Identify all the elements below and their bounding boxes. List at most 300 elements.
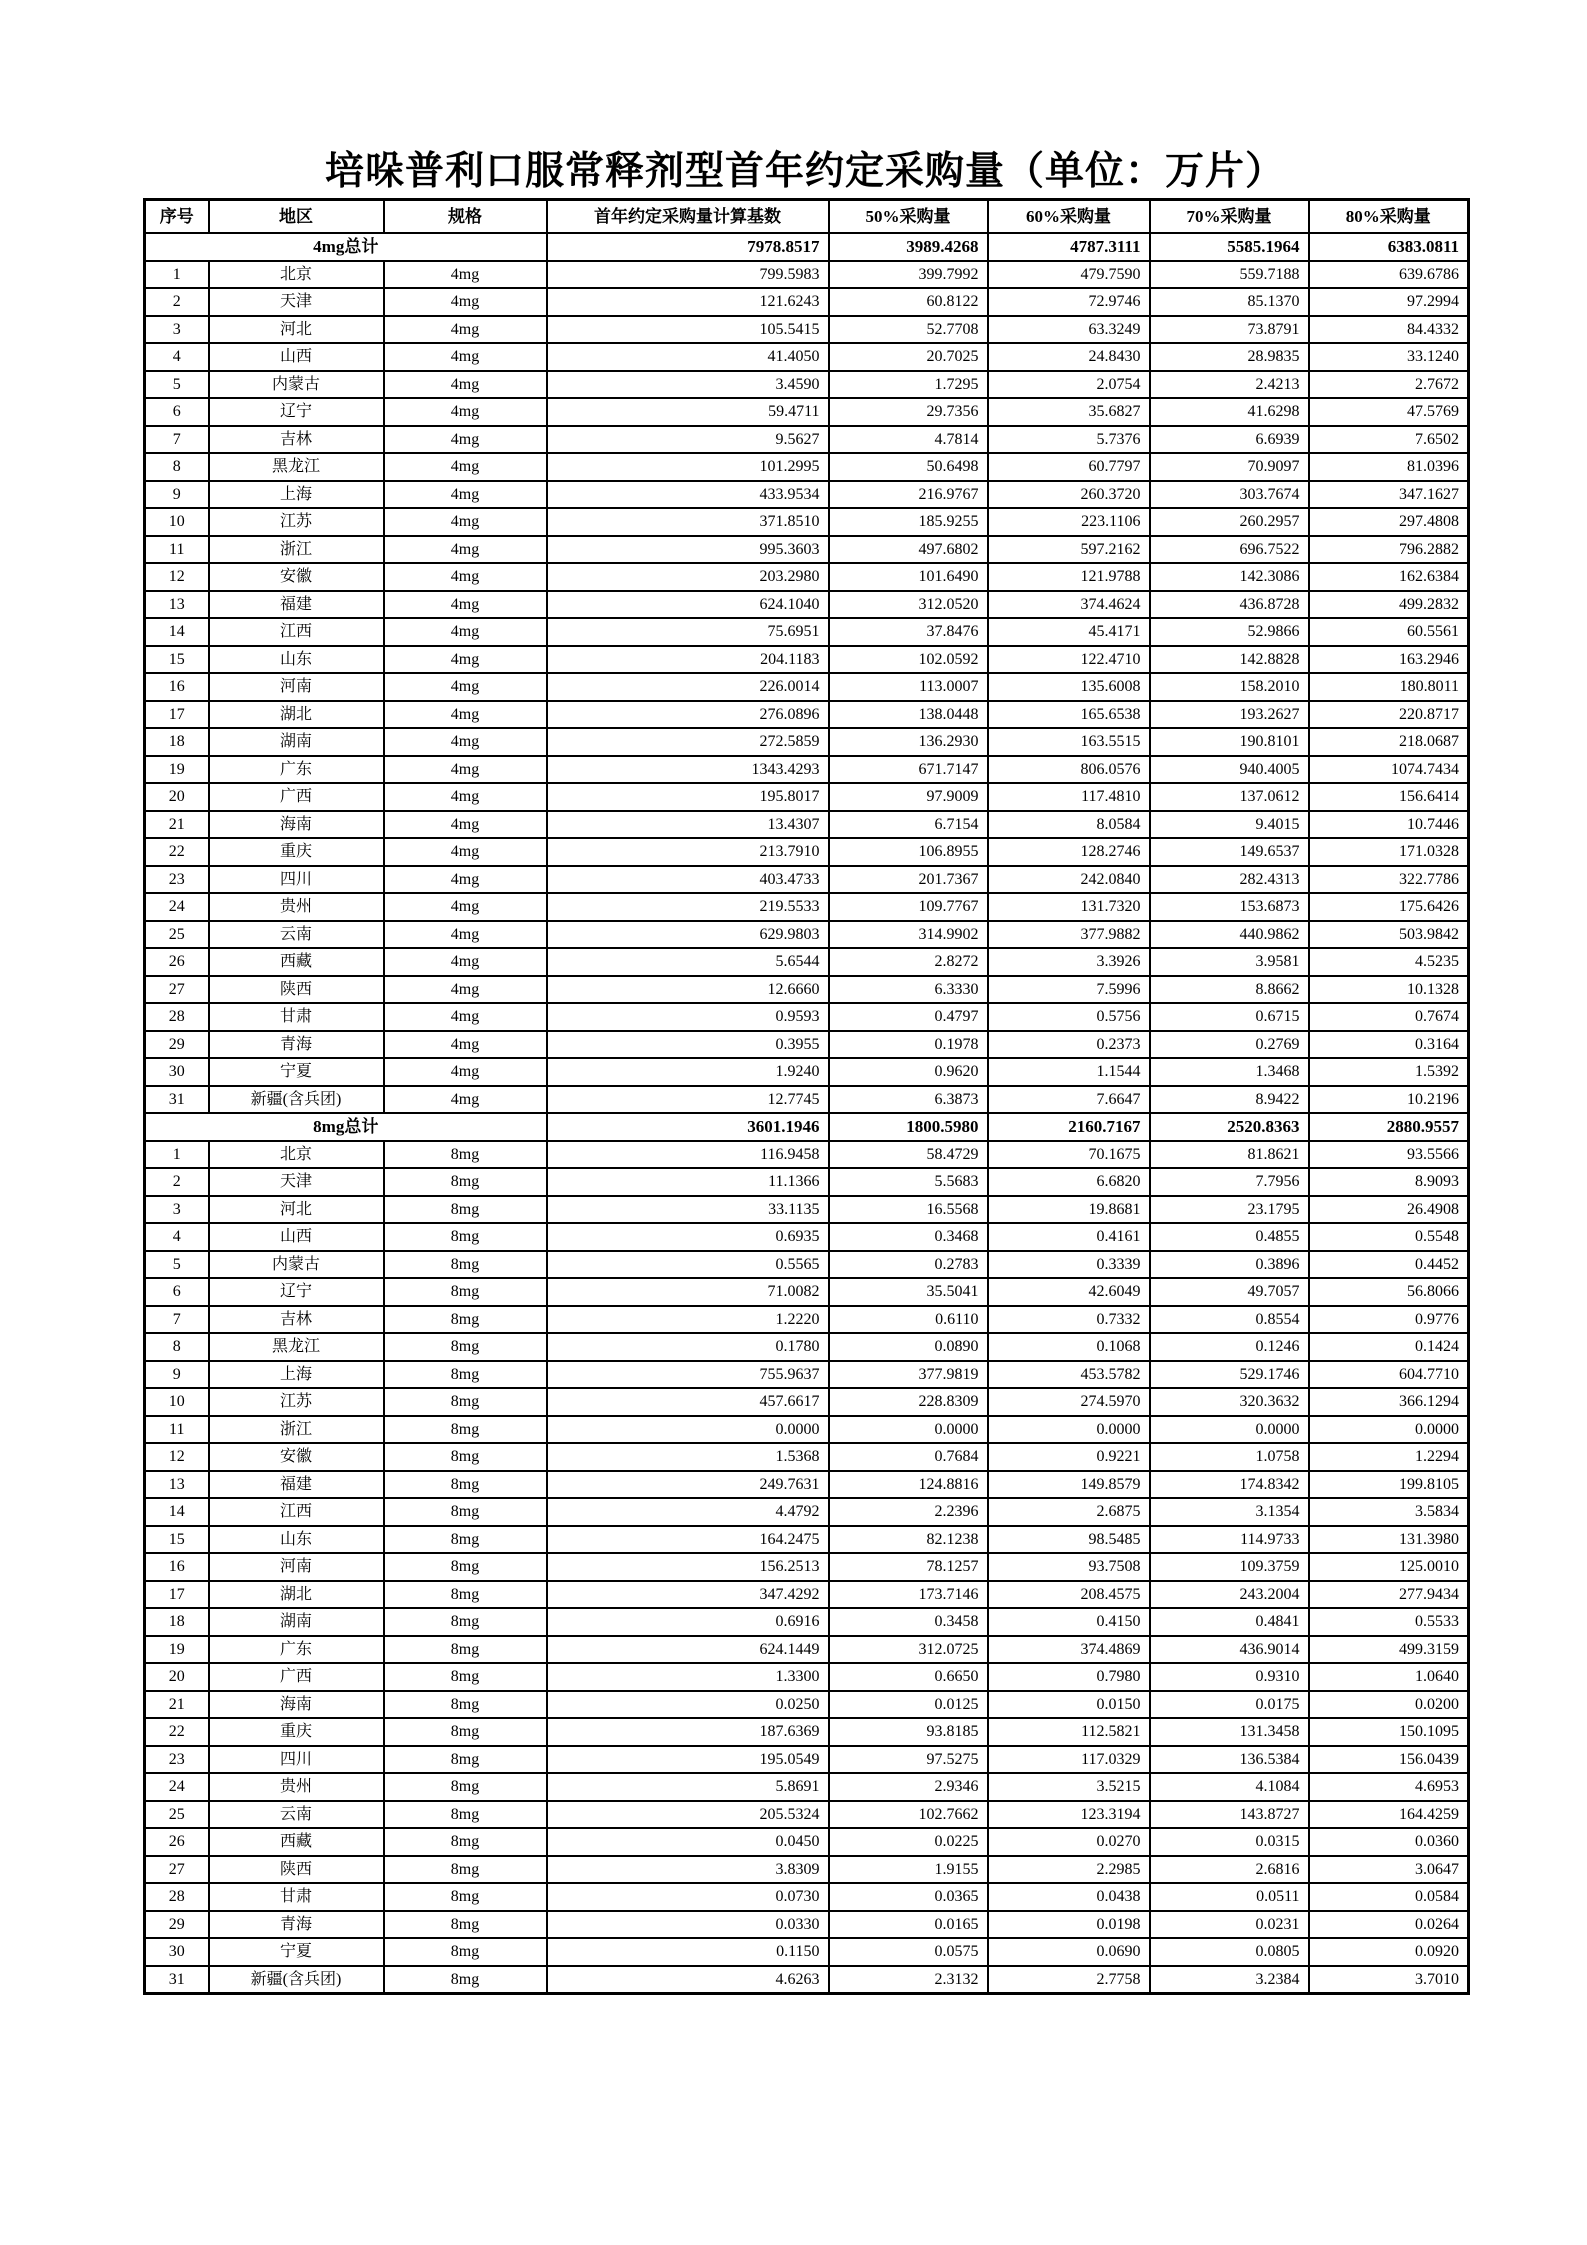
region-cell: 青海: [209, 1031, 384, 1059]
pct50-cell: 0.6650: [829, 1663, 988, 1691]
pct70-cell: 0.4855: [1150, 1223, 1309, 1251]
pct60-cell: 63.3249: [988, 316, 1150, 344]
region-cell: 江苏: [209, 1388, 384, 1416]
row-number-cell: 14: [145, 1498, 209, 1526]
pct60-cell: 0.2373: [988, 1031, 1150, 1059]
pct60-cell: 19.8681: [988, 1196, 1150, 1224]
table-row: [145, 1306, 1469, 1334]
spec-cell: 8mg: [384, 1636, 547, 1664]
pct60-cell: 0.0150: [988, 1691, 1150, 1719]
pct80-cell: 0.3164: [1309, 1031, 1469, 1059]
pct60-cell: 42.6049: [988, 1278, 1150, 1306]
pct50-cell: 201.7367: [829, 866, 988, 894]
region-cell: 黑龙江: [209, 453, 384, 481]
base-quantity-cell: 121.6243: [547, 288, 829, 316]
pct60-cell: 135.6008: [988, 673, 1150, 701]
spec-cell: 8mg: [384, 1746, 547, 1774]
pct80-cell: 0.5548: [1309, 1223, 1469, 1251]
table-row: [145, 921, 1469, 949]
pct50-cell: 52.7708: [829, 316, 988, 344]
row-number-cell: 20: [145, 783, 209, 811]
pct50-cell: 6.7154: [829, 811, 988, 839]
spec-cell: 8mg: [384, 1966, 547, 1994]
table-row: [145, 1526, 1469, 1554]
pct50-cell: 0.1978: [829, 1031, 988, 1059]
section-total-row: [145, 1113, 1469, 1141]
section-total-value: 3989.4268: [829, 233, 988, 261]
row-number-cell: 30: [145, 1058, 209, 1086]
pct80-cell: 4.6953: [1309, 1773, 1469, 1801]
row-number-cell: 12: [145, 1443, 209, 1471]
row-number-cell: 16: [145, 1553, 209, 1581]
table-row: [145, 343, 1469, 371]
pct50-cell: 35.5041: [829, 1278, 988, 1306]
pct50-cell: 0.0000: [829, 1416, 988, 1444]
pct60-cell: 223.1106: [988, 508, 1150, 536]
spec-cell: 8mg: [384, 1471, 547, 1499]
spec-cell: 4mg: [384, 371, 547, 399]
pct80-cell: 639.6786: [1309, 261, 1469, 289]
pct60-cell: 112.5821: [988, 1718, 1150, 1746]
spec-cell: 4mg: [384, 563, 547, 591]
pct60-cell: 3.5215: [988, 1773, 1150, 1801]
pct80-cell: 366.1294: [1309, 1388, 1469, 1416]
pct60-cell: 0.0000: [988, 1416, 1150, 1444]
spec-cell: 8mg: [384, 1278, 547, 1306]
row-number-cell: 19: [145, 756, 209, 784]
base-quantity-cell: 226.0014: [547, 673, 829, 701]
pct50-cell: 2.8272: [829, 948, 988, 976]
table-row: [145, 398, 1469, 426]
row-number-cell: 25: [145, 1801, 209, 1829]
table-row: [145, 1746, 1469, 1774]
section-total-value: 4787.3111: [988, 233, 1150, 261]
section-total-value: 3601.1946: [547, 1113, 829, 1141]
pct60-cell: 131.7320: [988, 893, 1150, 921]
base-quantity-cell: 755.9637: [547, 1361, 829, 1389]
section-total-row: [145, 233, 1469, 261]
pct60-cell: 0.9221: [988, 1443, 1150, 1471]
pct80-cell: 218.0687: [1309, 728, 1469, 756]
pct80-cell: 97.2994: [1309, 288, 1469, 316]
pct70-cell: 282.4313: [1150, 866, 1309, 894]
row-number-cell: 20: [145, 1663, 209, 1691]
row-number-cell: 4: [145, 1223, 209, 1251]
row-number-cell: 6: [145, 398, 209, 426]
pct50-cell: 399.7992: [829, 261, 988, 289]
region-cell: 重庆: [209, 838, 384, 866]
spec-cell: 4mg: [384, 591, 547, 619]
region-cell: 宁夏: [209, 1938, 384, 1966]
pct50-cell: 1.7295: [829, 371, 988, 399]
pct80-cell: 796.2882: [1309, 536, 1469, 564]
row-number-cell: 3: [145, 316, 209, 344]
base-quantity-cell: 1.3300: [547, 1663, 829, 1691]
base-quantity-cell: 0.1780: [547, 1333, 829, 1361]
pct80-cell: 3.7010: [1309, 1966, 1469, 1994]
pct60-cell: 260.3720: [988, 481, 1150, 509]
table-row: [145, 426, 1469, 454]
pct80-cell: 297.4808: [1309, 508, 1469, 536]
spec-cell: 8mg: [384, 1911, 547, 1939]
table-row: [145, 1773, 1469, 1801]
pct60-cell: 7.6647: [988, 1086, 1150, 1114]
base-quantity-cell: 195.8017: [547, 783, 829, 811]
table-row: [145, 811, 1469, 839]
table-row: [145, 508, 1469, 536]
pct80-cell: 604.7710: [1309, 1361, 1469, 1389]
table-row: [145, 1938, 1469, 1966]
pct80-cell: 1.5392: [1309, 1058, 1469, 1086]
table-row: [145, 1471, 1469, 1499]
table-row: [145, 701, 1469, 729]
table-row: [145, 1058, 1469, 1086]
pct50-cell: 136.2930: [829, 728, 988, 756]
column-header-4: 首年约定采购量计算基数: [547, 200, 829, 234]
table-row: [145, 1251, 1469, 1279]
pct70-cell: 0.0175: [1150, 1691, 1309, 1719]
pct70-cell: 2.4213: [1150, 371, 1309, 399]
base-quantity-cell: 5.8691: [547, 1773, 829, 1801]
column-header-2: 地区: [209, 200, 384, 234]
spec-cell: 8mg: [384, 1416, 547, 1444]
pct70-cell: 440.9862: [1150, 921, 1309, 949]
region-cell: 贵州: [209, 893, 384, 921]
row-number-cell: 15: [145, 646, 209, 674]
region-cell: 福建: [209, 591, 384, 619]
table-row: [145, 453, 1469, 481]
pct80-cell: 0.9776: [1309, 1306, 1469, 1334]
row-number-cell: 9: [145, 481, 209, 509]
pct60-cell: 121.9788: [988, 563, 1150, 591]
pct60-cell: 0.0198: [988, 1911, 1150, 1939]
pct60-cell: 274.5970: [988, 1388, 1150, 1416]
region-cell: 湖北: [209, 1581, 384, 1609]
base-quantity-cell: 4.4792: [547, 1498, 829, 1526]
pct80-cell: 199.8105: [1309, 1471, 1469, 1499]
pct50-cell: 60.8122: [829, 288, 988, 316]
spec-cell: 8mg: [384, 1141, 547, 1169]
pct60-cell: 0.3339: [988, 1251, 1150, 1279]
section-total-label: 8mg总计: [145, 1113, 547, 1141]
pct70-cell: 153.6873: [1150, 893, 1309, 921]
pct70-cell: 49.7057: [1150, 1278, 1309, 1306]
pct70-cell: 0.0511: [1150, 1883, 1309, 1911]
pct60-cell: 0.7332: [988, 1306, 1150, 1334]
base-quantity-cell: 0.6916: [547, 1608, 829, 1636]
spec-cell: 4mg: [384, 426, 547, 454]
pct50-cell: 1.9155: [829, 1856, 988, 1884]
pct50-cell: 0.4797: [829, 1003, 988, 1031]
region-cell: 湖南: [209, 728, 384, 756]
pct80-cell: 499.3159: [1309, 1636, 1469, 1664]
spec-cell: 4mg: [384, 811, 547, 839]
pct50-cell: 185.9255: [829, 508, 988, 536]
pct60-cell: 2.7758: [988, 1966, 1150, 1994]
pct80-cell: 56.8066: [1309, 1278, 1469, 1306]
row-number-cell: 7: [145, 1306, 209, 1334]
region-cell: 西藏: [209, 948, 384, 976]
region-cell: 陕西: [209, 976, 384, 1004]
pct70-cell: 85.1370: [1150, 288, 1309, 316]
region-cell: 湖北: [209, 701, 384, 729]
table-row: [145, 1333, 1469, 1361]
pct80-cell: 0.5533: [1309, 1608, 1469, 1636]
pct70-cell: 0.2769: [1150, 1031, 1309, 1059]
row-number-cell: 26: [145, 1828, 209, 1856]
row-number-cell: 27: [145, 1856, 209, 1884]
pct50-cell: 0.7684: [829, 1443, 988, 1471]
base-quantity-cell: 9.5627: [547, 426, 829, 454]
region-cell: 云南: [209, 1801, 384, 1829]
spec-cell: 4mg: [384, 783, 547, 811]
spec-cell: 4mg: [384, 728, 547, 756]
region-cell: 上海: [209, 1361, 384, 1389]
table-row: [145, 1553, 1469, 1581]
table-row: [145, 371, 1469, 399]
spec-cell: 4mg: [384, 508, 547, 536]
pct80-cell: 163.2946: [1309, 646, 1469, 674]
base-quantity-cell: 12.7745: [547, 1086, 829, 1114]
pct70-cell: 70.9097: [1150, 453, 1309, 481]
pct60-cell: 453.5782: [988, 1361, 1150, 1389]
pct50-cell: 2.9346: [829, 1773, 988, 1801]
pct60-cell: 117.0329: [988, 1746, 1150, 1774]
pct50-cell: 101.6490: [829, 563, 988, 591]
region-cell: 江西: [209, 1498, 384, 1526]
pct50-cell: 109.7767: [829, 893, 988, 921]
region-cell: 湖南: [209, 1608, 384, 1636]
region-cell: 甘肃: [209, 1003, 384, 1031]
pct80-cell: 7.6502: [1309, 426, 1469, 454]
spec-cell: 8mg: [384, 1773, 547, 1801]
pct70-cell: 81.8621: [1150, 1141, 1309, 1169]
row-number-cell: 8: [145, 453, 209, 481]
spec-cell: 8mg: [384, 1718, 547, 1746]
spec-cell: 4mg: [384, 921, 547, 949]
pct80-cell: 277.9434: [1309, 1581, 1469, 1609]
row-number-cell: 23: [145, 866, 209, 894]
pct70-cell: 3.1354: [1150, 1498, 1309, 1526]
pct70-cell: 7.7956: [1150, 1168, 1309, 1196]
pct60-cell: 123.3194: [988, 1801, 1150, 1829]
pct60-cell: 0.4161: [988, 1223, 1150, 1251]
pct70-cell: 9.4015: [1150, 811, 1309, 839]
base-quantity-cell: 347.4292: [547, 1581, 829, 1609]
spec-cell: 8mg: [384, 1498, 547, 1526]
pct50-cell: 106.8955: [829, 838, 988, 866]
pct50-cell: 6.3330: [829, 976, 988, 1004]
pct70-cell: 28.9835: [1150, 343, 1309, 371]
pct80-cell: 0.0360: [1309, 1828, 1469, 1856]
pct80-cell: 3.5834: [1309, 1498, 1469, 1526]
pct70-cell: 0.8554: [1150, 1306, 1309, 1334]
base-quantity-cell: 0.6935: [547, 1223, 829, 1251]
pct50-cell: 0.0225: [829, 1828, 988, 1856]
base-quantity-cell: 624.1040: [547, 591, 829, 619]
table-row: [145, 838, 1469, 866]
pct80-cell: 164.4259: [1309, 1801, 1469, 1829]
pct80-cell: 26.4908: [1309, 1196, 1469, 1224]
table-row: [145, 1141, 1469, 1169]
pct80-cell: 0.4452: [1309, 1251, 1469, 1279]
row-number-cell: 28: [145, 1883, 209, 1911]
pct60-cell: 3.3926: [988, 948, 1150, 976]
table-row: [145, 288, 1469, 316]
pct70-cell: 131.3458: [1150, 1718, 1309, 1746]
pct60-cell: 374.4869: [988, 1636, 1150, 1664]
pct50-cell: 82.1238: [829, 1526, 988, 1554]
base-quantity-cell: 0.0730: [547, 1883, 829, 1911]
region-cell: 广东: [209, 1636, 384, 1664]
pct80-cell: 347.1627: [1309, 481, 1469, 509]
table-row: [145, 1718, 1469, 1746]
pct60-cell: 2.2985: [988, 1856, 1150, 1884]
section-total-value: 1800.5980: [829, 1113, 988, 1141]
table-row: [145, 1828, 1469, 1856]
pct60-cell: 93.7508: [988, 1553, 1150, 1581]
table-row: [145, 1911, 1469, 1939]
region-cell: 天津: [209, 1168, 384, 1196]
region-cell: 贵州: [209, 1773, 384, 1801]
table-header-row: [145, 200, 1469, 234]
pct70-cell: 73.8791: [1150, 316, 1309, 344]
row-number-cell: 29: [145, 1911, 209, 1939]
pct70-cell: 137.0612: [1150, 783, 1309, 811]
pct70-cell: 193.2627: [1150, 701, 1309, 729]
row-number-cell: 24: [145, 1773, 209, 1801]
table-row: [145, 866, 1469, 894]
pct80-cell: 81.0396: [1309, 453, 1469, 481]
region-cell: 北京: [209, 261, 384, 289]
base-quantity-cell: 116.9458: [547, 1141, 829, 1169]
row-number-cell: 2: [145, 1168, 209, 1196]
region-cell: 山东: [209, 646, 384, 674]
spec-cell: 8mg: [384, 1306, 547, 1334]
table-row: [145, 261, 1469, 289]
base-quantity-cell: 629.9803: [547, 921, 829, 949]
pct60-cell: 45.4171: [988, 618, 1150, 646]
base-quantity-cell: 799.5983: [547, 261, 829, 289]
base-quantity-cell: 187.6369: [547, 1718, 829, 1746]
region-cell: 山西: [209, 1223, 384, 1251]
row-number-cell: 13: [145, 1471, 209, 1499]
base-quantity-cell: 3.8309: [547, 1856, 829, 1884]
row-number-cell: 5: [145, 1251, 209, 1279]
region-cell: 广西: [209, 1663, 384, 1691]
column-header-3: 规格: [384, 200, 547, 234]
region-cell: 江西: [209, 618, 384, 646]
base-quantity-cell: 195.0549: [547, 1746, 829, 1774]
row-number-cell: 29: [145, 1031, 209, 1059]
region-cell: 四川: [209, 1746, 384, 1774]
table-row: [145, 673, 1469, 701]
base-quantity-cell: 164.2475: [547, 1526, 829, 1554]
table-row: [145, 976, 1469, 1004]
pct80-cell: 220.8717: [1309, 701, 1469, 729]
pct60-cell: 163.5515: [988, 728, 1150, 756]
pct70-cell: 0.0805: [1150, 1938, 1309, 1966]
pct50-cell: 20.7025: [829, 343, 988, 371]
region-cell: 新疆(含兵团): [209, 1086, 384, 1114]
pct60-cell: 149.8579: [988, 1471, 1150, 1499]
pct50-cell: 0.0365: [829, 1883, 988, 1911]
pct80-cell: 499.2832: [1309, 591, 1469, 619]
region-cell: 辽宁: [209, 398, 384, 426]
spec-cell: 8mg: [384, 1608, 547, 1636]
region-cell: 广西: [209, 783, 384, 811]
pct60-cell: 0.5756: [988, 1003, 1150, 1031]
pct50-cell: 37.8476: [829, 618, 988, 646]
pct80-cell: 10.7446: [1309, 811, 1469, 839]
column-header-1: 序号: [145, 200, 209, 234]
pct50-cell: 0.9620: [829, 1058, 988, 1086]
pct60-cell: 72.9746: [988, 288, 1150, 316]
spec-cell: 8mg: [384, 1223, 547, 1251]
table-row: [145, 1856, 1469, 1884]
pct60-cell: 165.6538: [988, 701, 1150, 729]
pct60-cell: 0.0438: [988, 1883, 1150, 1911]
region-cell: 北京: [209, 1141, 384, 1169]
pct80-cell: 175.6426: [1309, 893, 1469, 921]
column-header-8: 80%采购量: [1309, 200, 1469, 234]
pct70-cell: 529.1746: [1150, 1361, 1309, 1389]
table-row: [145, 646, 1469, 674]
base-quantity-cell: 0.5565: [547, 1251, 829, 1279]
table-row: [145, 1223, 1469, 1251]
pct80-cell: 171.0328: [1309, 838, 1469, 866]
row-number-cell: 17: [145, 1581, 209, 1609]
base-quantity-cell: 1.5368: [547, 1443, 829, 1471]
row-number-cell: 22: [145, 1718, 209, 1746]
base-quantity-cell: 213.7910: [547, 838, 829, 866]
table-row: [145, 618, 1469, 646]
row-number-cell: 17: [145, 701, 209, 729]
row-number-cell: 12: [145, 563, 209, 591]
pct50-cell: 0.0575: [829, 1938, 988, 1966]
pct60-cell: 0.0690: [988, 1938, 1150, 1966]
region-cell: 内蒙古: [209, 371, 384, 399]
spec-cell: 4mg: [384, 1003, 547, 1031]
base-quantity-cell: 33.1135: [547, 1196, 829, 1224]
base-quantity-cell: 75.6951: [547, 618, 829, 646]
row-number-cell: 27: [145, 976, 209, 1004]
region-cell: 浙江: [209, 536, 384, 564]
pct50-cell: 6.3873: [829, 1086, 988, 1114]
pct80-cell: 84.4332: [1309, 316, 1469, 344]
row-number-cell: 30: [145, 1938, 209, 1966]
spec-cell: 8mg: [384, 1443, 547, 1471]
table-row: [145, 1966, 1469, 1994]
base-quantity-cell: 41.4050: [547, 343, 829, 371]
pct50-cell: 0.6110: [829, 1306, 988, 1334]
base-quantity-cell: 105.5415: [547, 316, 829, 344]
pct60-cell: 60.7797: [988, 453, 1150, 481]
pct70-cell: 3.2384: [1150, 1966, 1309, 1994]
spec-cell: 4mg: [384, 343, 547, 371]
pct60-cell: 0.7980: [988, 1663, 1150, 1691]
pct60-cell: 7.5996: [988, 976, 1150, 1004]
base-quantity-cell: 12.6660: [547, 976, 829, 1004]
pct80-cell: 125.0010: [1309, 1553, 1469, 1581]
pct70-cell: 0.0315: [1150, 1828, 1309, 1856]
spec-cell: 4mg: [384, 948, 547, 976]
pct60-cell: 128.2746: [988, 838, 1150, 866]
base-quantity-cell: 5.6544: [547, 948, 829, 976]
pct50-cell: 5.5683: [829, 1168, 988, 1196]
table-row: [145, 1196, 1469, 1224]
pct60-cell: 374.4624: [988, 591, 1150, 619]
